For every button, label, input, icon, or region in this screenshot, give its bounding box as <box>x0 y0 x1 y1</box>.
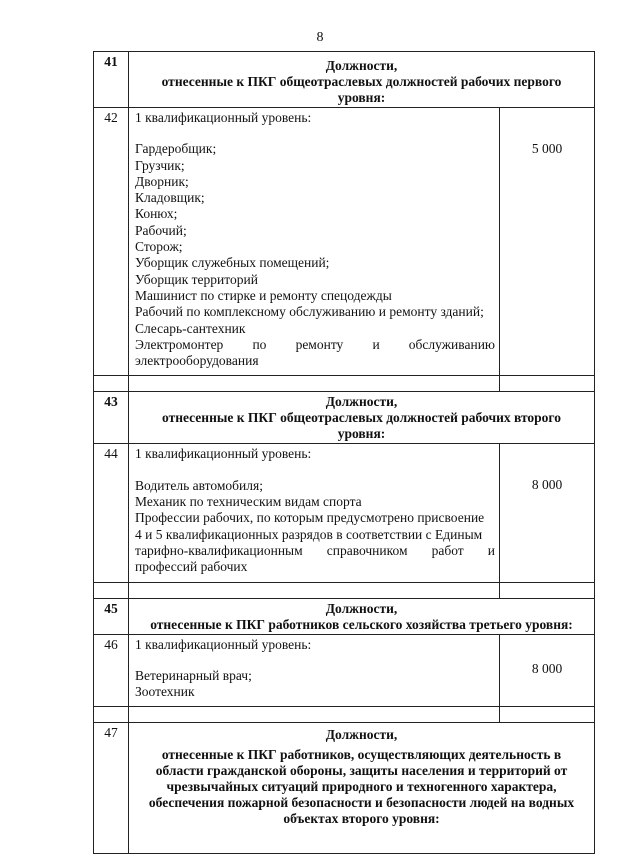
position-item: Слесарь-сантехник <box>135 320 246 336</box>
row-number: 43 <box>94 392 129 444</box>
section-header-row <box>94 392 595 444</box>
position-item: электрооборудования <box>135 353 259 369</box>
section-header-row <box>94 52 595 108</box>
spacer-row <box>94 707 595 723</box>
salary-value: 5 000 <box>500 108 595 376</box>
header-line: отнесенные к ПКГ общеотраслевых должностей рабочих второго <box>162 410 561 426</box>
qualification-level: 1 квалификационный уровень: <box>135 636 312 652</box>
positions-cell <box>129 634 500 707</box>
table-row <box>94 444 595 582</box>
positions-table <box>93 51 595 854</box>
position-item: Зоотехник <box>135 684 195 700</box>
row-number: 45 <box>94 598 129 634</box>
position-item: Ветеринарный врач; <box>135 667 252 683</box>
header-line: Должности, <box>325 727 398 743</box>
header-line: Должности, <box>325 394 398 410</box>
position-item: Рабочий; <box>135 222 187 238</box>
header-line: отнесенные к ПКГ работников сельского хозяйства третьего уровня: <box>150 616 573 632</box>
position-item: Механик по техническим видам спорта <box>135 494 362 510</box>
position-item: Грузчик; <box>135 157 185 173</box>
spacer-row <box>94 376 595 392</box>
header-line: Должности, <box>325 58 398 73</box>
section-header <box>129 52 595 108</box>
header-line: уровня: <box>337 426 386 442</box>
position-item: Водитель автомобиля; <box>135 477 263 493</box>
position-item: Гардеробщик; <box>135 141 217 157</box>
position-item: Дворник; <box>135 173 189 189</box>
header-line: отнесенные к ПКГ работников, осуществляющих деятельность в <box>161 747 562 763</box>
row-number: 46 <box>94 634 129 707</box>
page-number: 8 <box>316 30 324 45</box>
position-item: Электромонтер по ремонту и обслуживанию <box>135 336 495 352</box>
salary-value: 8 000 <box>500 444 595 582</box>
position-item: 4 и 5 квалификационных разрядов в соответствии с Единым <box>135 526 483 542</box>
position-item: Профессии рабочих, по которым предусмотрено присвоение <box>135 510 485 526</box>
section-header <box>129 723 595 854</box>
position-item: профессий рабочих <box>135 559 248 575</box>
header-line: уровня: <box>337 90 386 105</box>
row-number: 42 <box>94 108 129 376</box>
position-item: тарифно-квалификационным справочником работ и <box>135 542 495 558</box>
row-number: 41 <box>94 52 129 108</box>
section-header <box>129 392 595 444</box>
row-number: 44 <box>94 444 129 582</box>
header-line: Должности, <box>325 600 398 616</box>
header-line: области гражданской обороны, защиты населения и территорий от <box>155 763 568 779</box>
spacer-row <box>94 582 595 598</box>
table-row <box>94 108 595 376</box>
section-header-row <box>94 598 595 634</box>
position-item: Рабочий по комплексному обслуживанию и ремонту зданий; <box>135 304 484 320</box>
qualification-level: 1 квалификационный уровень: <box>135 446 312 462</box>
positions-cell <box>129 444 500 582</box>
section-header-row <box>94 723 595 854</box>
qualification-level: 1 квалификационный уровень: <box>135 110 312 125</box>
table-row <box>94 634 595 707</box>
position-item: Сторож; <box>135 239 183 255</box>
header-line: обеспечения пожарной безопасности и безопасности людей на водных <box>148 795 575 811</box>
row-number: 47 <box>94 723 129 854</box>
position-item: Уборщик территорий <box>135 271 258 287</box>
section-header <box>129 598 595 634</box>
header-line: отнесенные к ПКГ общеотраслевых должностей рабочих первого <box>161 74 562 89</box>
header-line: чрезвычайных ситуаций природного и техногенного характера, <box>166 779 557 795</box>
positions-cell <box>129 108 500 376</box>
position-item: Кладовщик; <box>135 190 205 206</box>
position-item: Уборщик служебных помещений; <box>135 255 330 271</box>
salary-value: 8 000 <box>500 634 595 707</box>
position-item: Конюх; <box>135 206 178 222</box>
position-item: Машинист по стирке и ремонту спецодежды <box>135 287 392 303</box>
header-line: объектах второго уровня: <box>283 811 440 827</box>
